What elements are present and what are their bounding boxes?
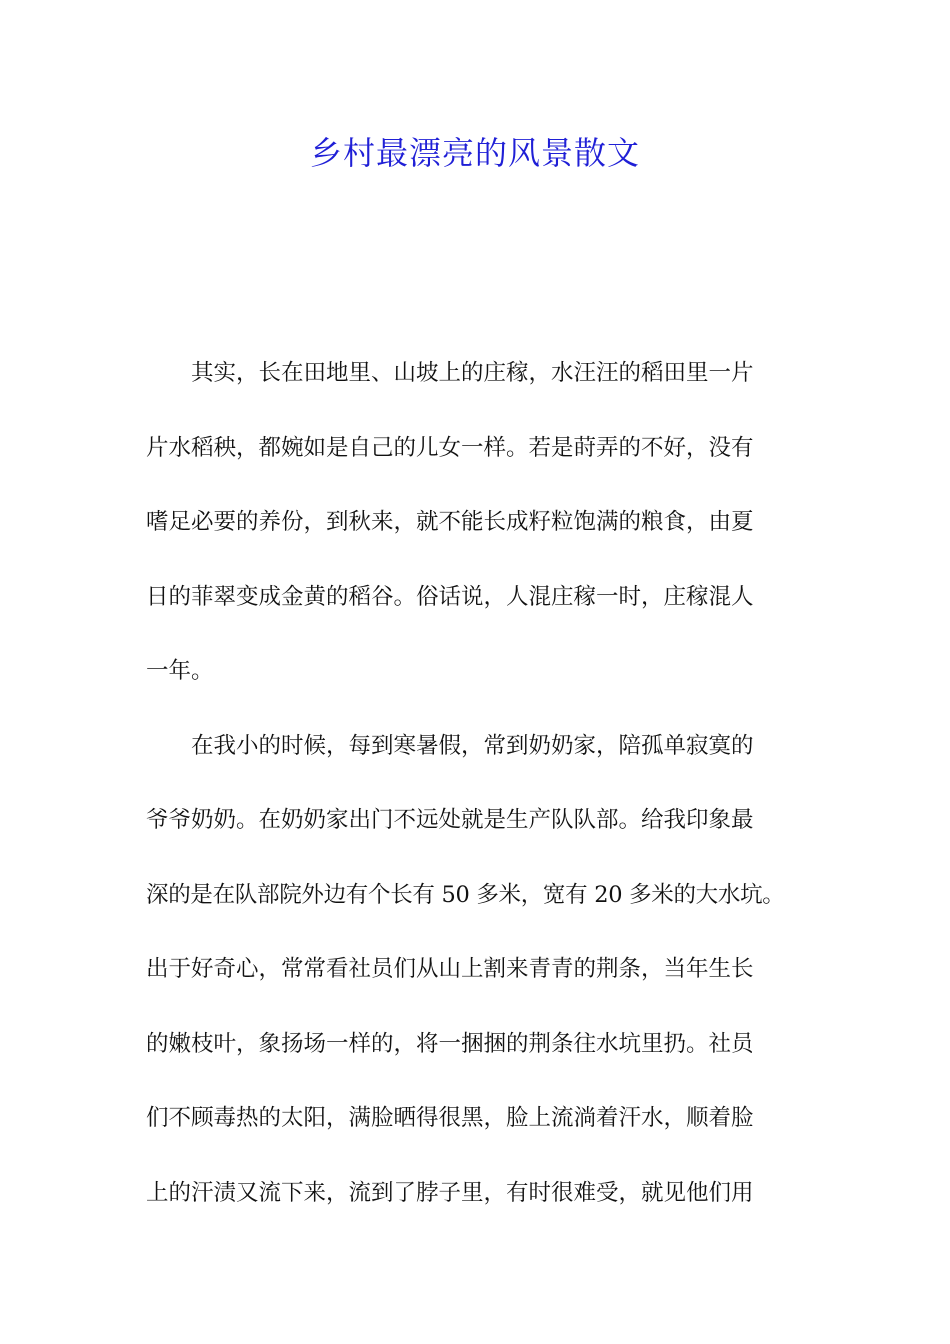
paragraph-line: 其实，长在田地里、山坡上的庄稼，水汪汪的稻田里一片 xyxy=(191,360,754,386)
paragraph-line: 片水稻秧，都婉如是自己的儿女一样。若是莳弄的不好，没有 xyxy=(146,434,754,461)
paragraph-1 xyxy=(146,336,806,709)
paragraph-2 xyxy=(146,709,806,1231)
document-body xyxy=(146,336,806,1230)
paragraph-line: 的嫩枝叶，象扬场一样的，将一捆捆的荆条往水坑里扔。社员 xyxy=(146,1030,754,1057)
paragraph-line: 出于好奇心，常常看社员们从山上割来青青的荆条，当年生长 xyxy=(146,956,754,982)
paragraph-line: 爷爷奶奶。在奶奶家出门不远处就是生产队队部。给我印象最 xyxy=(146,807,754,833)
paragraph-line: 日的菲翠变成金黄的稻谷。俗话说，人混庄稼一时，庄稼混人 xyxy=(146,583,754,610)
document-title: 乡村最漂亮的风景散文 xyxy=(309,134,640,172)
paragraph-line: 在我小的时候，每到寒暑假，常到奶奶家，陪孤单寂寞的 xyxy=(191,732,754,759)
paragraph-line: 嗜足必要的养份，到秋来，就不能长成籽粒饱满的粮食，由夏 xyxy=(146,509,754,535)
paragraph-line: 一年。 xyxy=(146,658,214,684)
paragraph-line: 上的汗渍又流下来，流到了脖子里，有时很难受，就见他们用 xyxy=(146,1179,754,1206)
paragraph-line: 深的是在队部院外边有个长有 50 多米，宽有 20 多米的大水坑。 xyxy=(146,881,785,908)
paragraph-line: 们不顾毒热的太阳，满脸晒得很黑，脸上流淌着汗水，顺着脸 xyxy=(146,1105,754,1131)
